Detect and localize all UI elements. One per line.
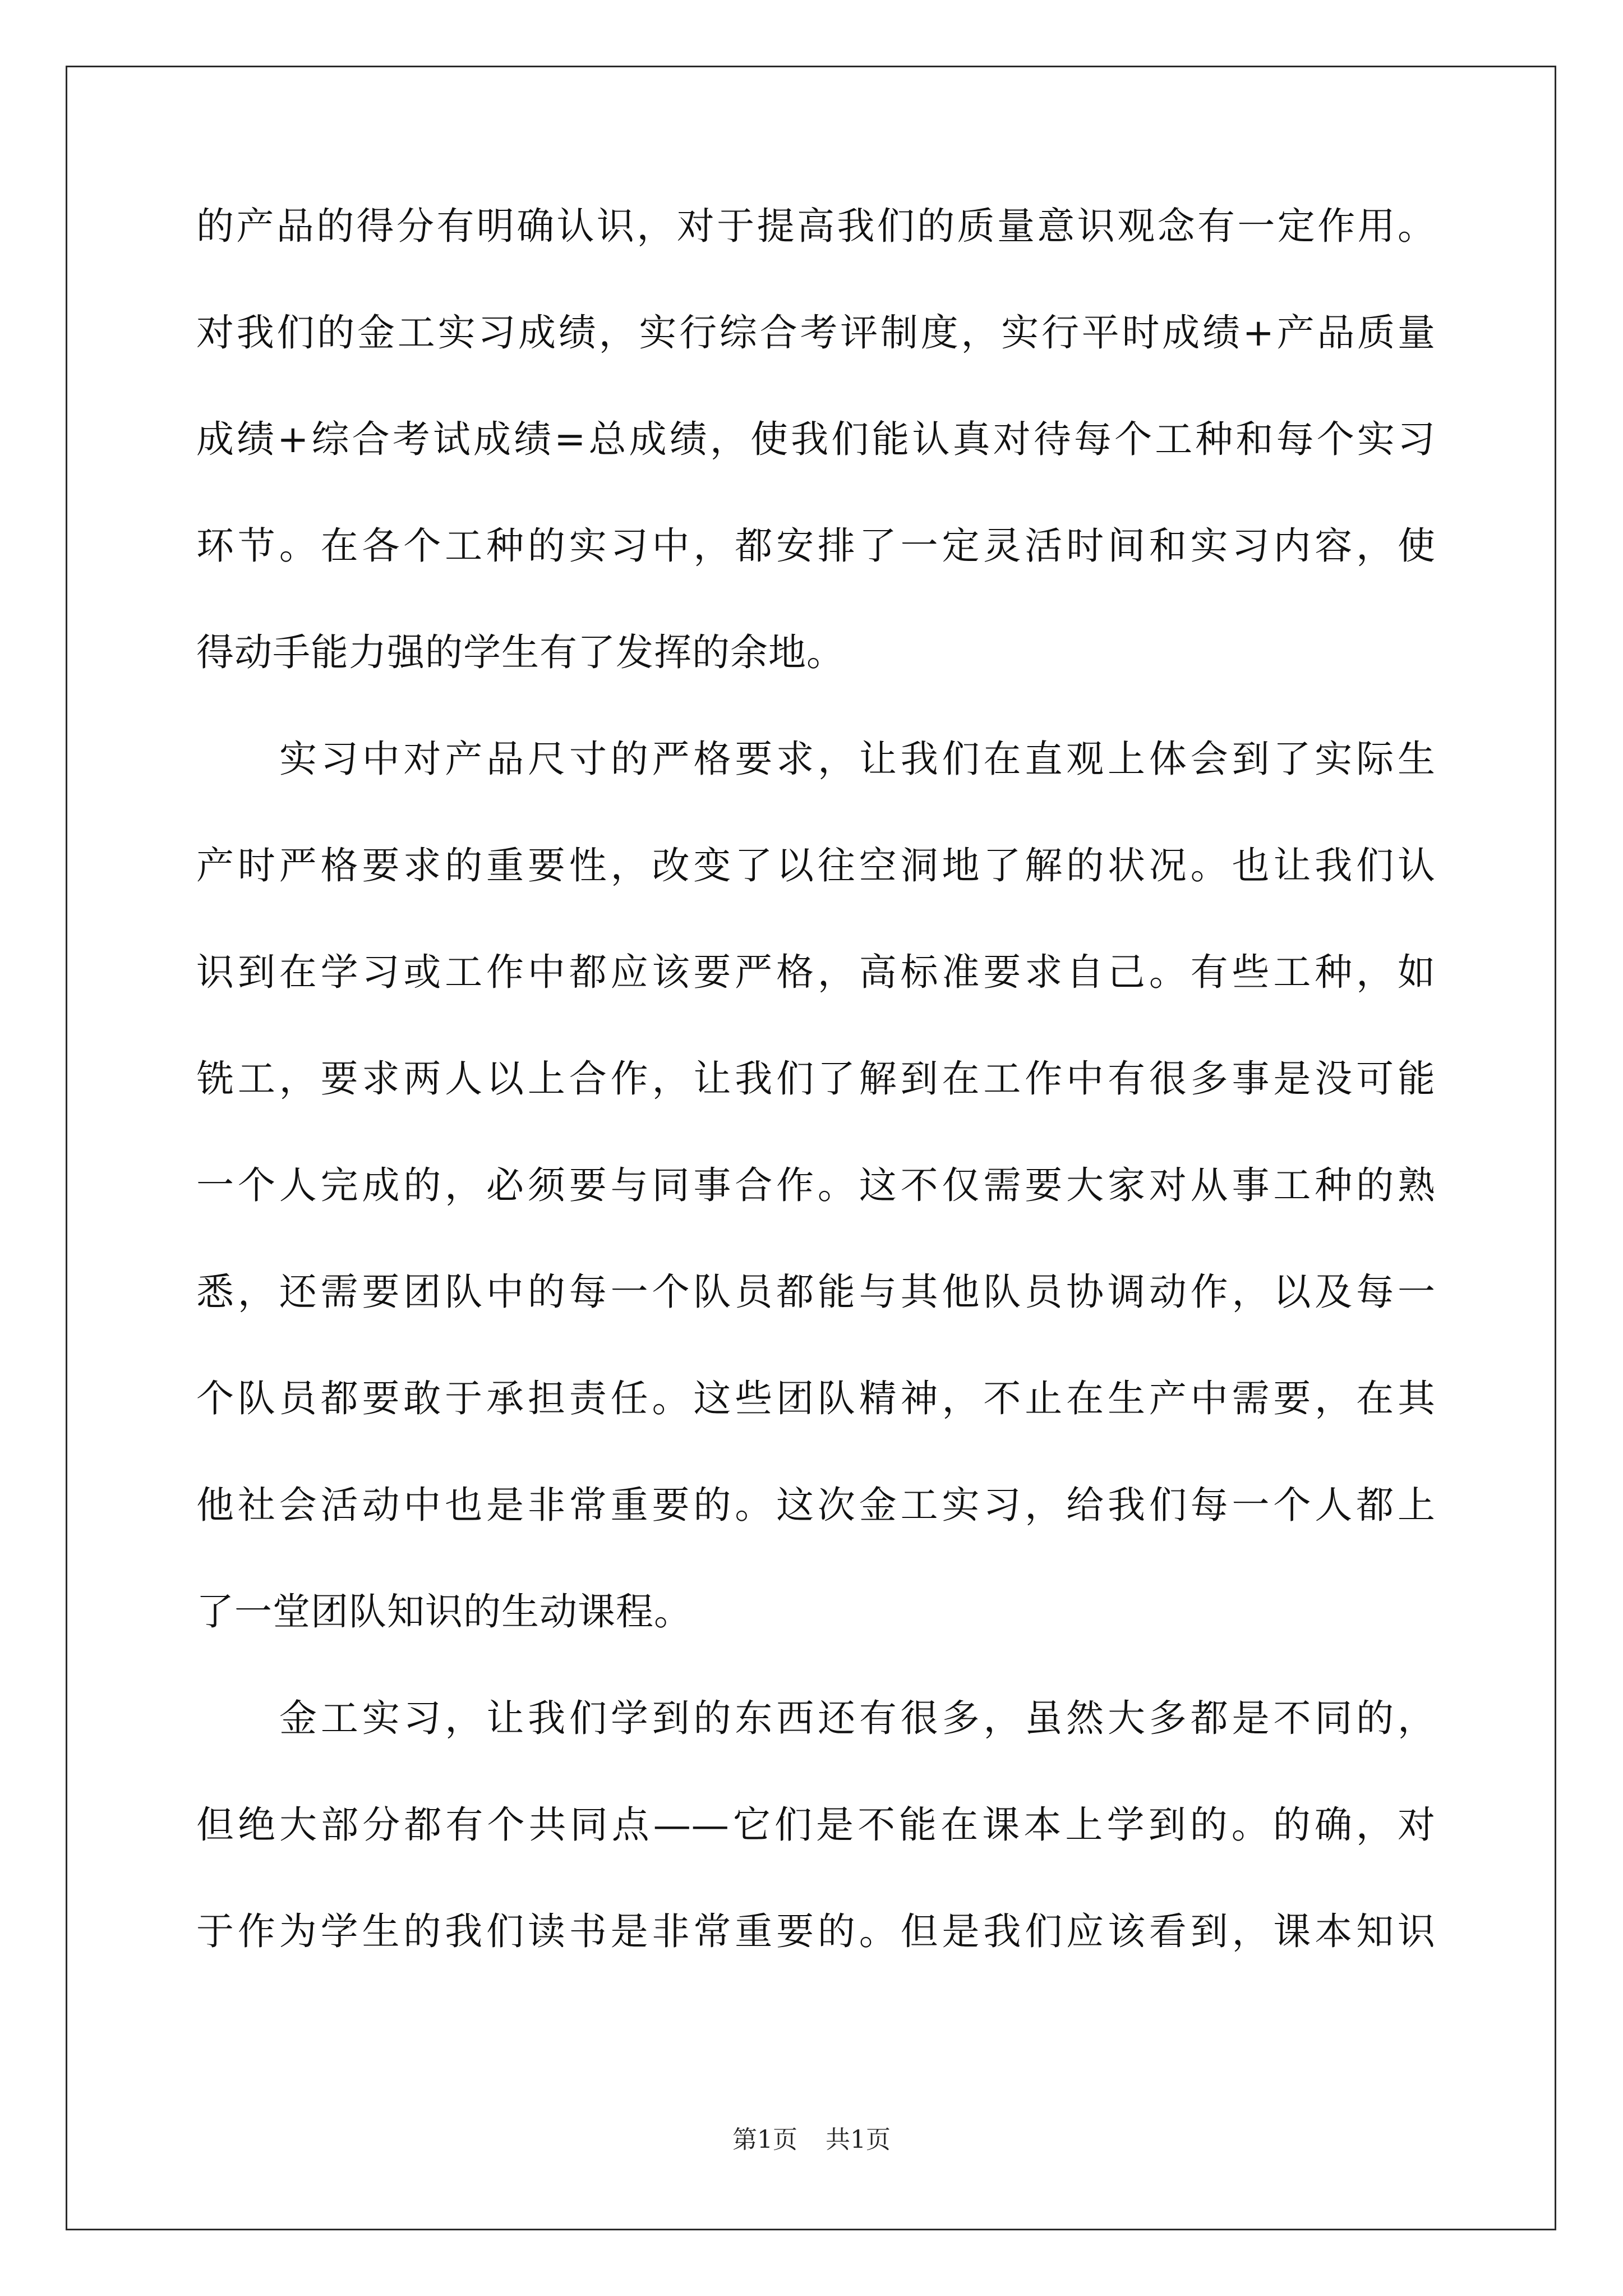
text-line: 铣工，要求两人以上合作，让我们了解到在工作中有很多事是没可能 [196,1057,1436,1101]
text-line: 一个人完成的，必须要与同事合作。这不仅需要大家对从事工种的熟 [196,1163,1436,1207]
text-line: 环节。在各个工种的实习中，都安排了一定灵活时间和实习内容，使 [196,524,1436,568]
paragraph-first-line: 实习中对产品尺寸的严格要求，让我们在直观上体会到了实际生 [279,737,1436,781]
page-number-total: 共1页 [826,2125,891,2154]
text-line: 对我们的金工实习成绩，实行综合考评制度，实行平时成绩+产品质量 [196,311,1436,355]
text-line: 他社会活动中也是非常重要的。这次金工实习，给我们每一个人都上 [196,1483,1436,1527]
text-line: 成绩+综合考试成绩=总成绩，使我们能认真对待每个工种和每个实习 [196,417,1436,461]
text-line: 了一堂团队知识的生动课程。 [196,1590,692,1634]
text-line: 于作为学生的我们读书是非常重要的。但是我们应该看到，课本知识 [196,1910,1436,1953]
text-line: 产时严格要求的重要性，改变了以往空洞地了解的状况。也让我们认 [196,844,1436,887]
text-line: 但绝大部分都有个共同点——它们是不能在课本上学到的。的确，对 [196,1803,1436,1847]
text-line: 识到在学习或工作中都应该要严格，高标准要求自己。有些工种，如 [196,950,1436,994]
text-line: 悉，还需要团队中的每一个队员都能与其他队员协调动作，以及每一 [196,1270,1436,1314]
text-line: 的产品的得分有明确认识，对于提高我们的质量意识观念有一定作用。 [196,204,1436,248]
text-line: 得动手能力强的学生有了发挥的余地。 [196,631,845,674]
text-line: 个队员都要敢于承担责任。这些团队精神，不止在生产中需要，在其 [196,1377,1436,1420]
paragraph-first-line: 金工实习，让我们学到的东西还有很多，虽然大多都是不同的， [279,1696,1436,1740]
page-footer [0,2123,1623,2157]
document-body [196,201,1436,2013]
page-number-current: 第1页 [732,2125,797,2154]
